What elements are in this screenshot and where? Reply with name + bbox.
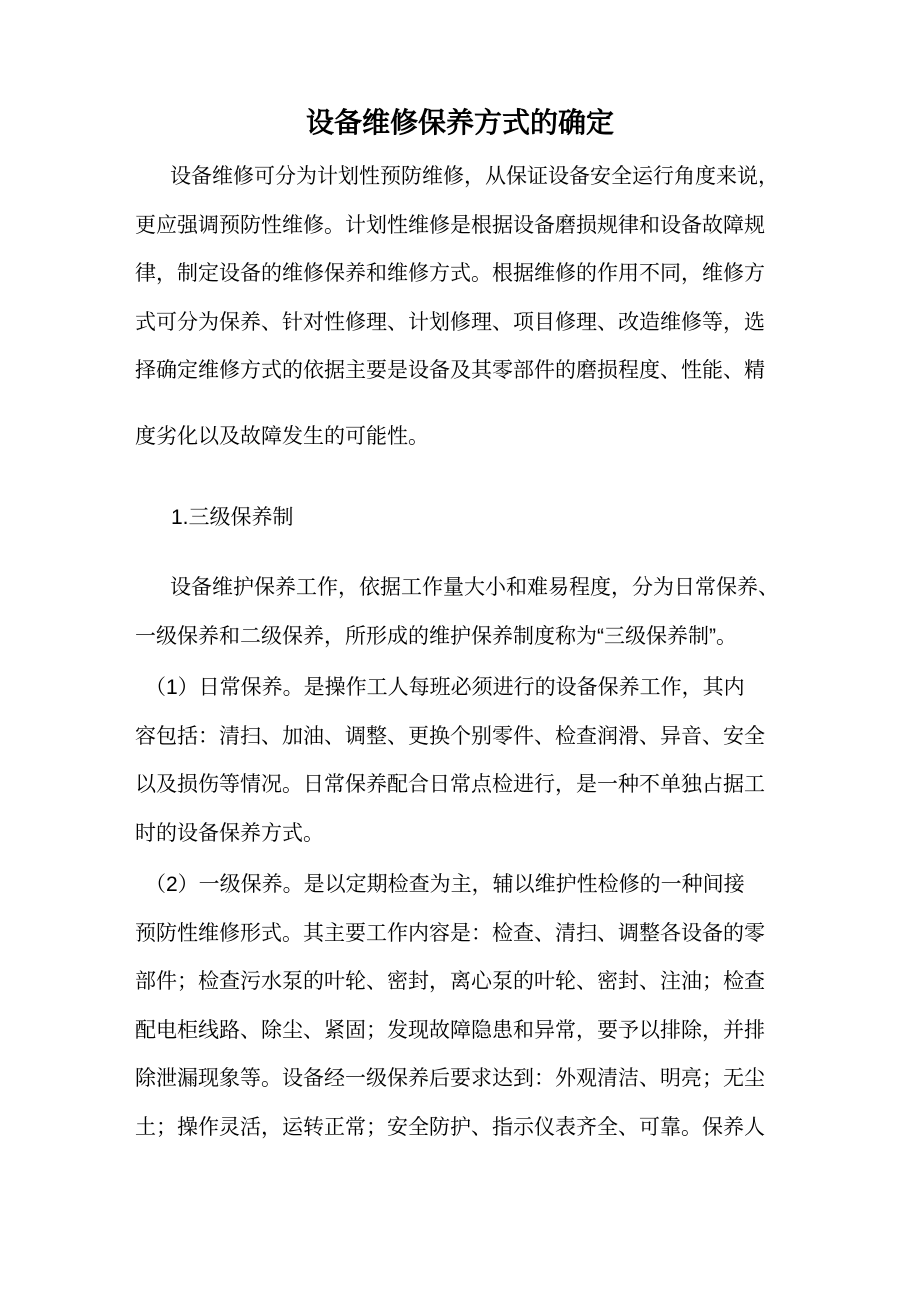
- three-level-intro-paragraph: [135, 564, 803, 661]
- text-line: 择确定维修方式的依据主要是设备及其零部件的磨损程度、性能、精: [135, 359, 765, 382]
- text-line: 土；操作灵活，运转正常；安全防护、指示仪表齐全、可靠。保养人: [135, 1115, 765, 1139]
- text-line: 部件；检查污水泵的叶轮、密封，离心泵的叶轮、密封、注油；检查: [135, 970, 765, 993]
- text-line: 容包括：清扫、加油、调整、更换个别零件、检查润滑、异音、安全: [135, 724, 765, 748]
- text-line: 以及损伤等情况。日常保养配合日常点检进行，是一种不单独占据工: [135, 773, 765, 796]
- text-line: 设备维护保养工作，依据工作量大小和难易程度，分为日常保养、: [170, 576, 779, 599]
- text-line: 一级保养和二级保养，所形成的维护保养制度称为“三级保养制”。: [135, 624, 737, 648]
- text-line: 更应强调预防性维修。计划性维修是根据设备磨损规律和设备故障规: [135, 213, 765, 237]
- intro-paragraph: [135, 153, 803, 396]
- text-line: （1）日常保养。是操作工人每班必须进行的设备保养工作，其内: [145, 676, 745, 699]
- text-line: 配电柜线路、除尘、紧固；发现故障隐患和异常，要予以排除，并排: [135, 1018, 765, 1042]
- text-line: 设备维修可分为计划性预防维修，从保证设备安全运行角度来说，: [170, 165, 779, 188]
- text-line: 度劣化以及故障发生的可能性。: [135, 425, 429, 448]
- text-line: 时的设备保养方式。: [135, 821, 324, 845]
- daily-maintenance-paragraph: [135, 664, 803, 858]
- first-level-maintenance-paragraph: [135, 861, 803, 1152]
- text-line: 预防性维修形式。其主要工作内容是：检查、清扫、调整各设备的零: [135, 921, 765, 945]
- text-line: 律，制定设备的维修保养和维修方式。根据维修的作用不同，维修方: [135, 262, 765, 285]
- text-line: 除泄漏现象等。设备经一级保养后要求达到：外观清洁、明亮；无尘: [135, 1067, 765, 1090]
- text-line: 式可分为保养、针对性修理、计划修理、项目修理、改造维修等，选: [135, 310, 765, 334]
- intro-paragraph-tail: [135, 413, 803, 462]
- text-line: （2）一级保养。是以定期检查为主，辅以维护性检修的一种间接: [145, 873, 745, 896]
- document-title: 设备维修保养方式的确定: [305, 106, 614, 138]
- section-heading-three-level-system: 1.三级保养制: [171, 506, 294, 529]
